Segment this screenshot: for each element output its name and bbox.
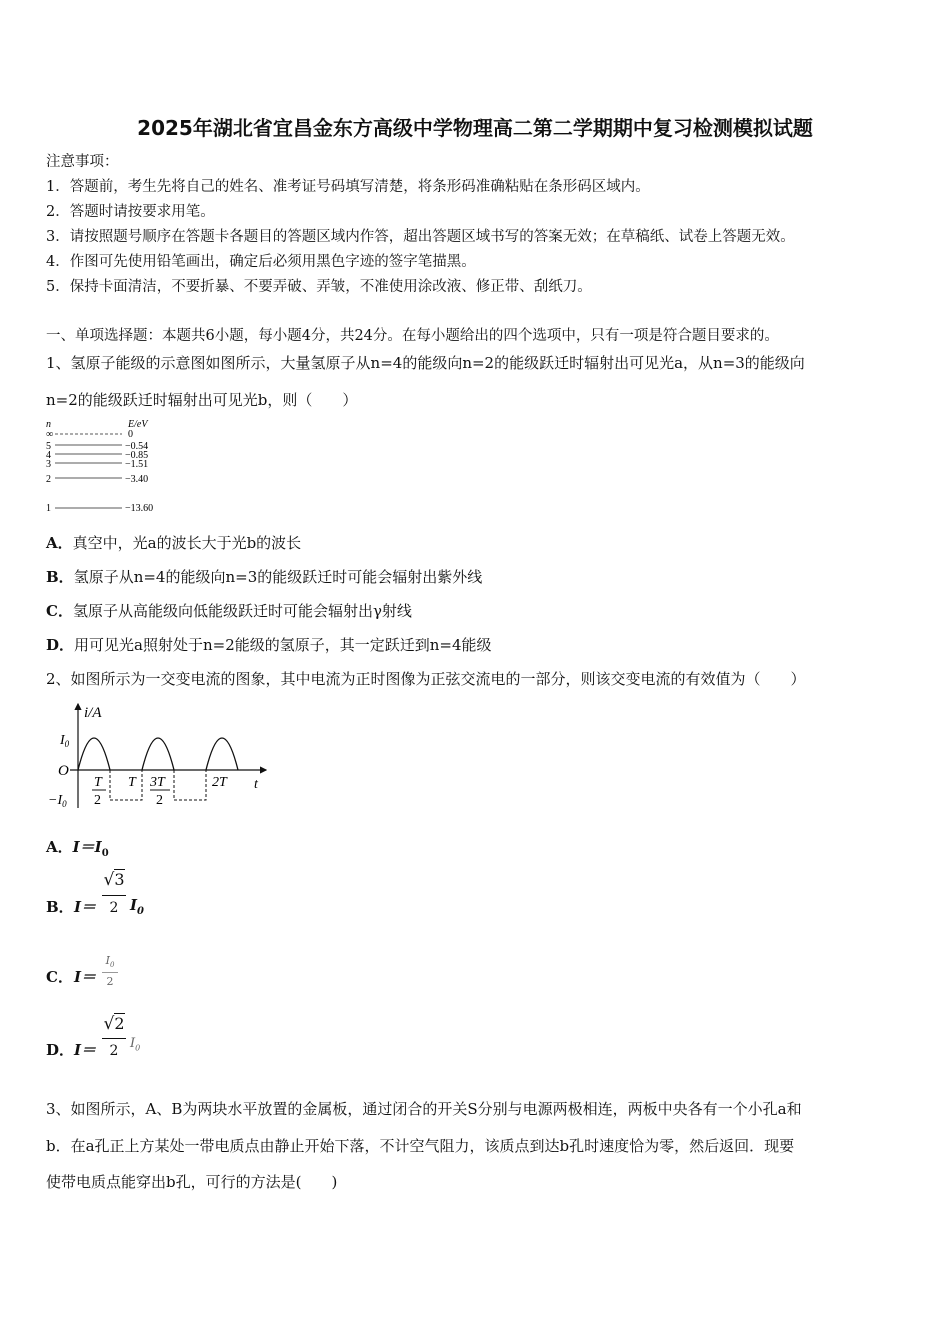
q1-option-a[interactable] xyxy=(46,532,301,553)
notice-item: 3．请按照题号顺序在答题卡各题目的答题区域内作答，超出答题区域书写的答案无效；在草稿纸、试卷上答题无效。 xyxy=(46,229,795,245)
option-rhs: $I_0$ xyxy=(130,1036,141,1053)
option-label: D． xyxy=(46,1041,75,1059)
level-n: 4 xyxy=(46,450,51,461)
page-title: 2025年湖北省宜昌金东方高级中学物理高二第二学期期中复习检测模拟试题 xyxy=(137,116,813,140)
fraction-denominator: 2 xyxy=(106,975,114,988)
tick-t-half: T xyxy=(94,775,102,790)
tick-2t: 2T xyxy=(212,775,227,790)
level-energy: −1.51 xyxy=(125,459,149,470)
level-energy: −0.54 xyxy=(125,441,149,452)
option-text: 氢原子从n=4的能级向n=3的能级跃迁时可能会辐射出紫外线 xyxy=(73,568,483,586)
origin-label: O xyxy=(58,763,69,779)
level-n: 2 xyxy=(46,474,51,485)
negative-segment xyxy=(174,770,206,800)
level-energy: 0 xyxy=(128,429,133,440)
fraction-denominator: 2 xyxy=(109,1043,119,1059)
option-lhs: I＝ xyxy=(74,898,97,916)
tick-3t-half-den: 2 xyxy=(156,793,163,808)
question-3-stem: b．在a孔正上方某处一带电质点由静止开始下落，不计空气阻力，该质点到达b孔时速度恰为零，然后返回．现要 xyxy=(46,1137,795,1155)
level-energy: −0.85 xyxy=(125,450,149,461)
option-label: A． xyxy=(46,534,73,552)
q2-option-a[interactable] xyxy=(46,836,109,859)
option-label: B． xyxy=(46,568,74,586)
q1-option-b[interactable] xyxy=(46,566,482,587)
question-1-stem: n=2的能级跃迁时辐射出可见光b，则（ ） xyxy=(46,391,358,409)
q1-option-c[interactable] xyxy=(46,600,412,621)
option-label: D． xyxy=(46,636,75,654)
level-energy: −13.60 xyxy=(125,503,154,514)
fraction-bar xyxy=(102,895,126,896)
energy-level-diagram xyxy=(40,416,180,518)
option-lhs: I＝ xyxy=(74,968,97,986)
question-1-stem: 1、氢原子能级的示意图如图所示，大量氢原子从n=4的能级向n=2的能级跃迁时辐射出可见光a，从n=3的能级向 xyxy=(46,354,805,372)
tick-t-half-den: 2 xyxy=(94,793,101,808)
negative-segment xyxy=(110,770,142,800)
fraction-numerator: √2 xyxy=(103,1014,125,1034)
tick-t: T xyxy=(128,775,136,790)
sine-hump xyxy=(142,738,174,770)
ac-current-graph xyxy=(44,700,274,812)
n-axis-label: n xyxy=(46,419,51,430)
option-sub: 0 xyxy=(101,848,109,859)
question-2-stem: 2、如图所示为一交变电流的图象，其中电流为正时图像为正弦交流电的一部分，则该交变电流的有效值为（ ） xyxy=(46,670,806,688)
option-label: A． xyxy=(46,838,73,856)
tick-3t-half: 3T xyxy=(150,775,165,790)
level-n: 5 xyxy=(46,441,51,452)
q1-option-d[interactable] xyxy=(46,634,492,655)
question-3-stem: 3、如图所示，A、B为两块水平放置的金属板，通过闭合的开关S分别与电源两极相连，两板中央各有一个小孔a和 xyxy=(46,1100,802,1118)
level-energy: −3.40 xyxy=(125,474,149,485)
y-axis-label: i/A xyxy=(84,705,102,721)
notice-heading: 注意事项： xyxy=(46,154,119,170)
notice-item: 5．保持卡面清洁，不要折暴、不要弄破、弄皱，不准使用涂改液、修正带、刮纸刀。 xyxy=(46,279,592,295)
level-n: 1 xyxy=(46,503,51,514)
question-3-stem: 使带电质点能穿出b孔，可行的方法是( ) xyxy=(46,1173,338,1191)
notice-item: 1．答题前，考生先将自己的姓名、准考证号码填写清楚，将条形码准确粘贴在条形码区域内。 xyxy=(46,179,650,195)
fraction-bar xyxy=(102,972,118,973)
fraction-numerator: $I_0$ xyxy=(105,954,115,970)
fraction-denominator: 2 xyxy=(109,900,119,916)
x-axis-label: t xyxy=(254,777,258,792)
top-tick-label: $I_0$ xyxy=(60,733,70,749)
option-rhs: $I_0$ xyxy=(130,896,144,917)
option-text: 用可见光a照射处于n=2能级的氢原子，其一定跃迁到n=4能级 xyxy=(74,636,492,654)
fraction-bar xyxy=(102,1038,126,1039)
sine-hump xyxy=(78,738,110,770)
fraction-numerator: √3 xyxy=(103,870,125,890)
option-text: 真空中，光a的波长大于光b的波长 xyxy=(72,534,302,552)
notice-item: 4．作图可先使用铅笔画出，确定后必须用黑色字迹的签字笔描黑。 xyxy=(46,254,476,270)
option-label: C． xyxy=(46,968,73,986)
level-n: 3 xyxy=(46,459,51,470)
option-label: B． xyxy=(46,898,74,916)
sine-hump xyxy=(206,738,238,770)
notice-item: 2．答题时请按要求用笔。 xyxy=(46,204,215,220)
option-label: C． xyxy=(46,602,73,620)
option-text: 氢原子从高能级向低能级跃迁时可能会辐射出γ射线 xyxy=(72,602,412,620)
option-lhs: I＝ xyxy=(72,838,95,856)
level-n: ∞ xyxy=(46,429,54,440)
energy-axis-label: E/eV xyxy=(128,419,148,430)
section-heading: 一、单项选择题：本题共6小题，每小题4分，共24分。在每小题给出的四个选项中，只有一项是符合题目要求的。 xyxy=(46,328,779,344)
option-rhs: I xyxy=(94,838,102,856)
option-lhs: I＝ xyxy=(74,1041,97,1059)
bottom-tick-label: $-I_0$ xyxy=(48,793,67,809)
